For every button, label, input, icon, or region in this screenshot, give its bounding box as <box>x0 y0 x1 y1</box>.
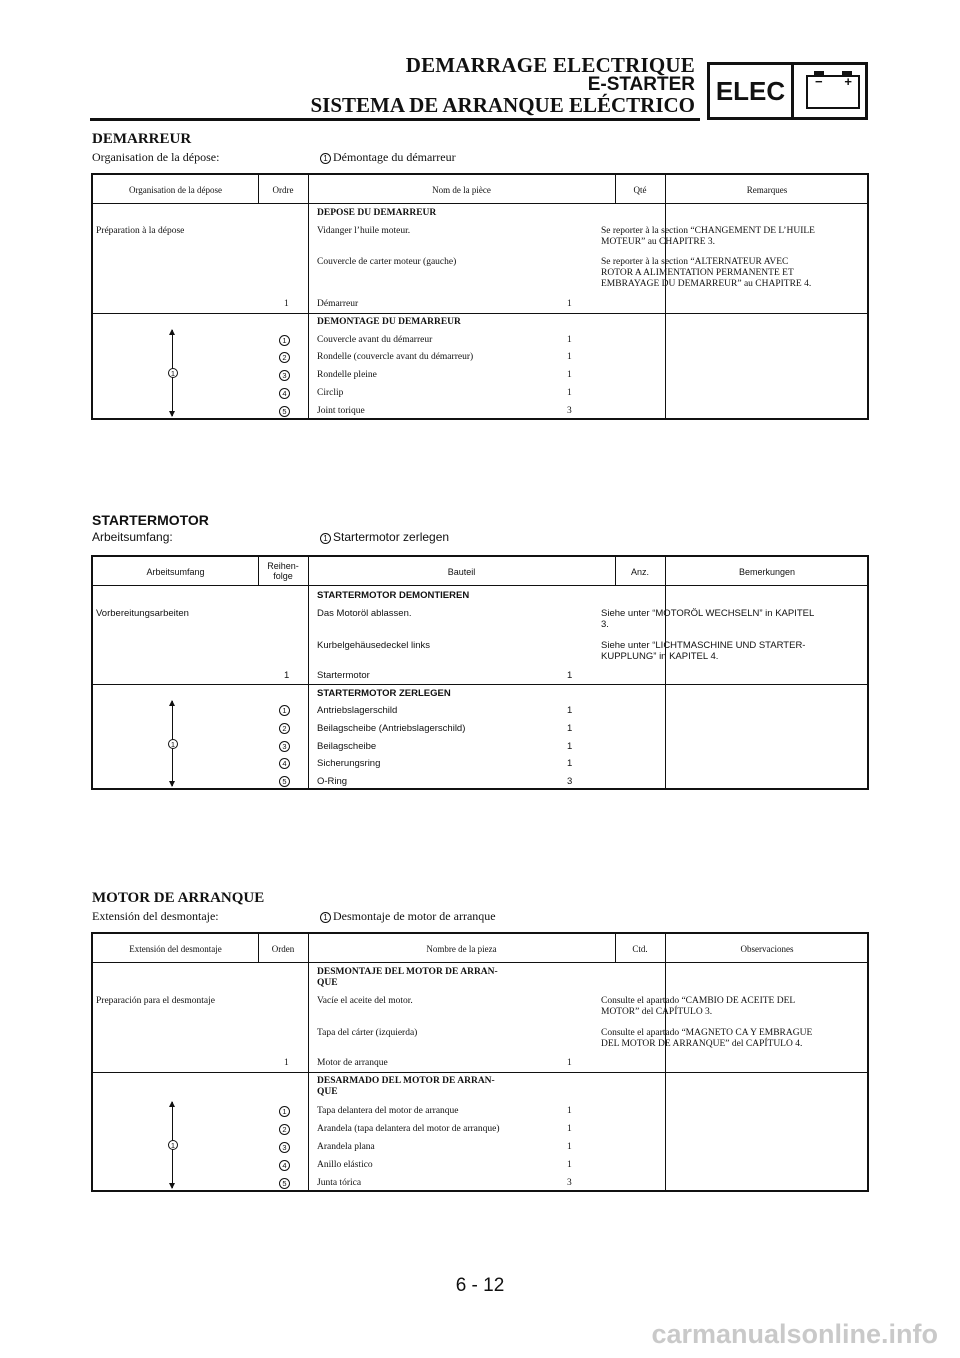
section-title-fr: DEMARREUR <box>92 131 192 147</box>
table-row: Joint torique <box>317 406 365 416</box>
table-de: Arbeitsumfang Reihen- folge Bauteil Anz. Bemerkungen STARTERMOTOR DEMONTIEREN Vorbereitungsarbeiten Das Motoröl ablassen. Siehe unter “MOTORÖL WECHSELN” in KAPITEL 3. Kurbelgehäusedeckel links Siehe unter “LICHTMASCHINE UND STARTER- KUPPLUNG” in KAPITEL 4. 1 Startermotor 1 STARTERMOTOR ZERLEGEN 1 1 Antriebslagerschild 1 2 Beilagscheibe (Antriebslagerschild) 1 3 Beilagscheibe 1 4 Sicherungsring 1 5 O-Ring 3 <box>91 555 869 790</box>
table-header: Organisation de la dépose Ordre Nom de la pièce Qté Remarques <box>93 175 867 204</box>
range-arrow-number: 1 <box>168 1140 178 1150</box>
watermark: carmanualsonline.info <box>651 1319 938 1349</box>
section-title-de: STARTERMOTOR <box>92 512 209 528</box>
table-row: Circlip <box>317 388 344 398</box>
elec-badge <box>707 62 868 120</box>
table-row: Junta tórica <box>317 1178 362 1188</box>
range-arrow-number: 1 <box>168 739 178 749</box>
table-row: Arandela (tapa delantera del motor de arranque) <box>317 1124 500 1134</box>
header-title-fr: DEMARRAGE ELECTRIQUE <box>405 53 695 77</box>
table-row: Antriebslagerschild <box>317 705 398 716</box>
header-title-de: E-STARTER <box>587 74 695 95</box>
table-header: Extensión del desmontaje Orden Nombre de la pieza Ctd. Observaciones <box>93 934 867 963</box>
table-row: Couvercle avant du démarreur <box>317 335 433 345</box>
table-row: Rondelle pleine <box>317 370 377 380</box>
header-title-es: SISTEMA DE ARRANQUE ELÉCTRICO <box>310 93 695 117</box>
range-arrow-number: 1 <box>168 368 178 378</box>
header-titles <box>310 55 695 117</box>
table-row: Arandela plana <box>317 1142 375 1152</box>
battery-icon <box>806 75 860 109</box>
table-row: Tapa delantera del motor de arranque <box>317 1106 459 1116</box>
table-row: Beilagscheibe (Antriebslagerschild) <box>317 723 466 734</box>
table-header: Arbeitsumfang Reihen- folge Bauteil Anz. Bemerkungen <box>93 557 867 586</box>
table-row: Sicherungsring <box>317 758 381 769</box>
elec-badge-label: ELEC <box>710 65 794 117</box>
table-row: Anillo elástico <box>317 1160 373 1170</box>
battery-plus: + <box>844 74 852 89</box>
table-row: Rondelle (couvercle avant du démarreur) <box>317 352 474 362</box>
table-row: Beilagscheibe <box>317 741 377 752</box>
section-title-es: MOTOR DE ARRANQUE <box>92 890 265 906</box>
page-number: 6 - 12 <box>455 1275 505 1296</box>
table-fr: Organisation de la dépose Ordre Nom de la pièce Qté Remarques DEPOSE DU DEMARREUR Préparation à la dépose Vidanger l’huile moteur. Se reporter à la section “CHANGEMENT DE L’HUILE MOTEUR” au CHAPITRE 3. Couvercle de carter moteur (gauche) Se reporter à la section “ALTERNATEUR AVEC ROTOR A ALIMENTATION PERMANENTE ET EMBRAYAGE DU DEMARREUR” au CHAPITRE 4. 1 Démarreur 1 DEMONTAGE DU DEMARREUR 1 1 Couvercle avant du démarreur 1 2 Rondelle (couvercle avant du démarreur) 1 3 Rondelle pleine 1 4 Circlip 1 5 Joint torique 3 <box>91 173 869 420</box>
battery-minus: − <box>815 74 823 89</box>
table-es: Extensión del desmontaje Orden Nombre de la pieza Ctd. Observaciones DESMONTAJE DEL MOTOR DE ARRAN- QUE Preparación para el desmontaje Vacíe el aceite del motor. Consulte el apartado “CAMBIO DE ACEITE DEL MOTOR” del CAPÍTULO 3. Tapa del cárter (izquierda) Consulte el apartado “MAGNETO CA Y EMBRAGUE DEL MOTOR DE ARRANQUE” del CAPÍTULO 4. 1 Motor de arranque 1 DESARMADO DEL MOTOR DE ARRAN- QUE 1 1 Tapa delantera del motor de arranque 1 2 Arandela (tapa delantera del motor de arranque) 1 3 Arandela plana 1 4 Anillo elástico 1 5 Junta tórica 3 <box>91 932 869 1192</box>
table-row: O-Ring <box>317 776 348 787</box>
header-rule <box>90 118 700 121</box>
